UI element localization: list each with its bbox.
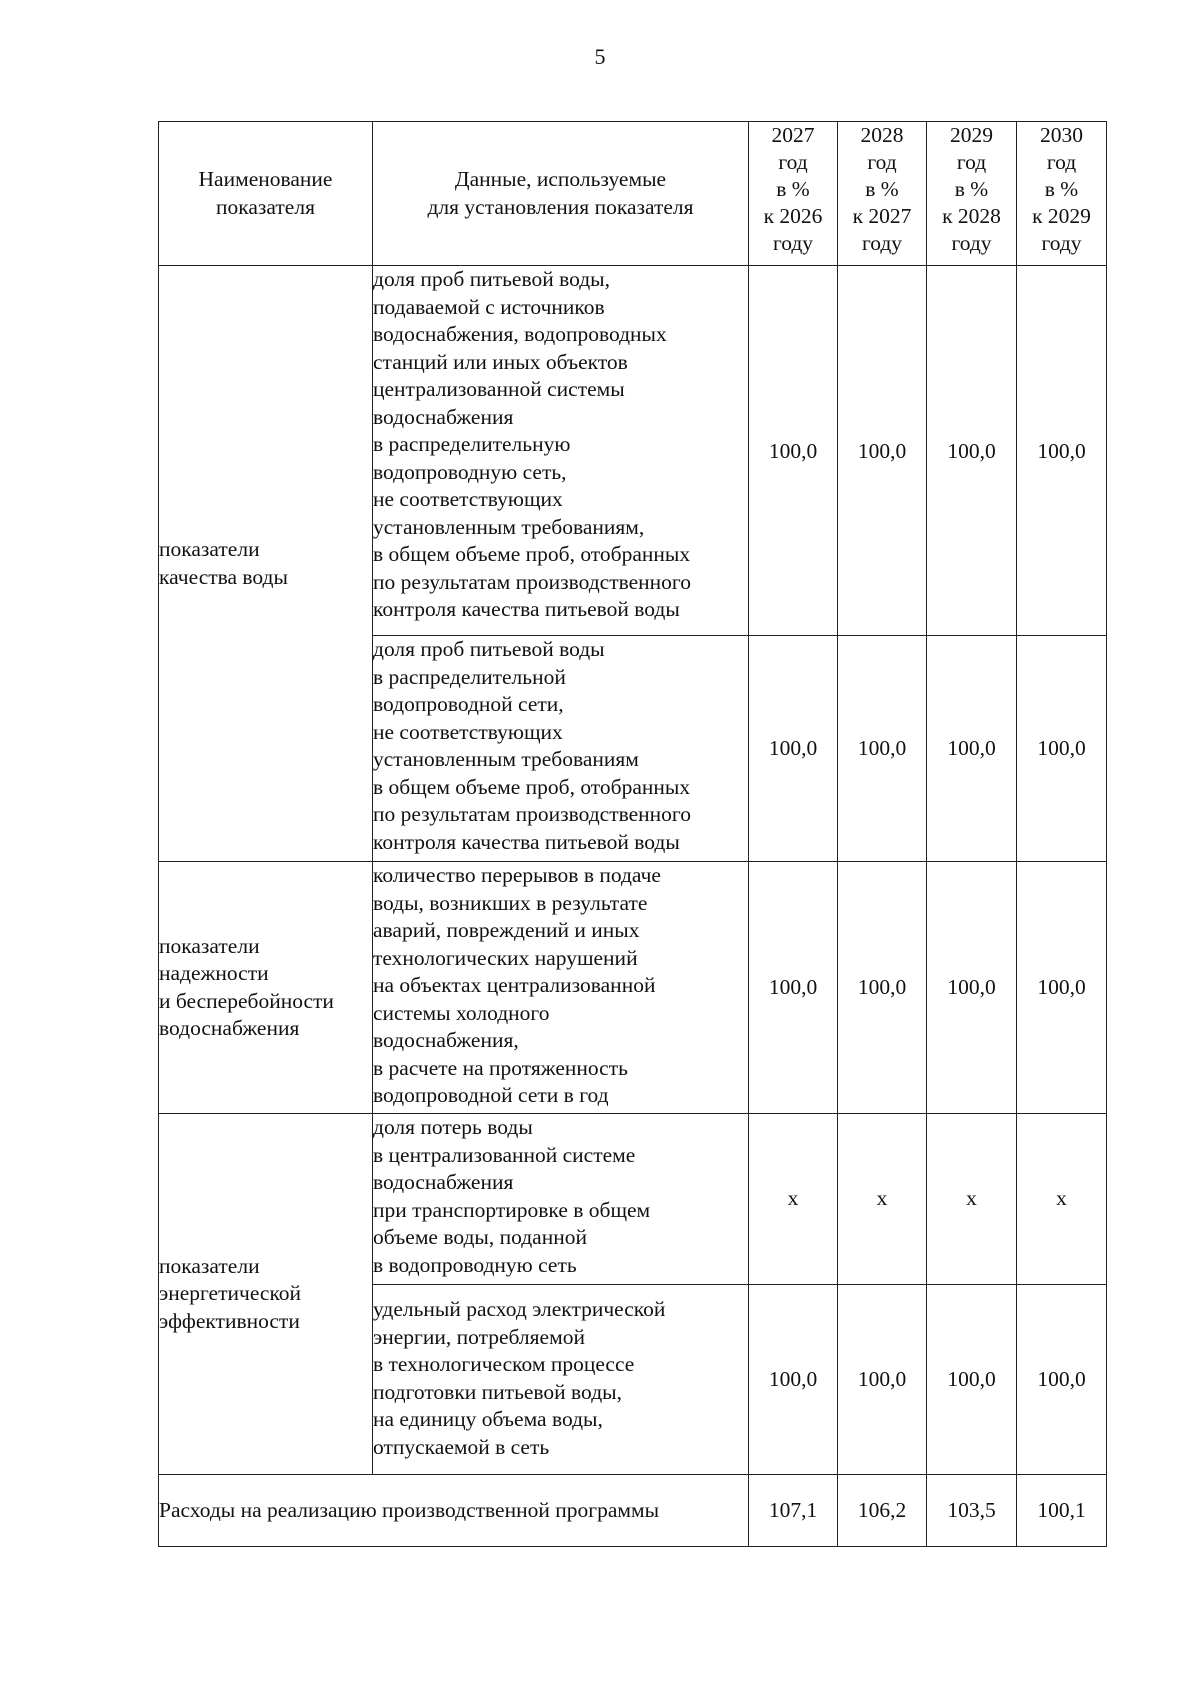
value-2028: 100,0: [838, 1285, 927, 1475]
indicators-table: [158, 121, 1107, 1547]
header-year-2030: [1017, 122, 1107, 266]
category-text-line: и бесперебойности: [159, 988, 334, 1013]
header-text-line: для установления показателя: [427, 194, 694, 219]
description-line: водопроводной сети,: [373, 692, 564, 716]
description-line: контроля качества питьевой воды: [373, 597, 680, 621]
category-text-line: показатели: [159, 1253, 260, 1278]
description-line: удельный расход электрической: [373, 1297, 666, 1321]
description-line: системы холодного: [373, 1000, 550, 1025]
header-text-line: 2029: [950, 123, 993, 147]
header-year-2027: [749, 122, 838, 266]
header-text-line: год: [1046, 150, 1077, 174]
header-indicator-name: [159, 122, 373, 266]
total-value-2028: 106,2: [838, 1475, 927, 1547]
description-line: подаваемой с источников: [373, 294, 605, 319]
description-line: воды, возникших в результате: [373, 890, 648, 915]
header-text-line: году: [1041, 231, 1082, 255]
total-expenses-label: Расходы на реализацию производственной программы: [159, 1475, 749, 1547]
description-line: в технологическом процессе: [373, 1352, 635, 1376]
row-description: [373, 1285, 749, 1475]
description-line: водоснабжения,: [373, 1028, 519, 1052]
header-text-line: в %: [776, 177, 810, 201]
total-value-2029: 103,5: [927, 1475, 1017, 1547]
total-value-2030: 100,1: [1017, 1475, 1107, 1547]
description-line: водопроводной сети в год: [373, 1083, 609, 1107]
header-text-line: году: [772, 231, 814, 255]
value-2030: 100,0: [1017, 1285, 1107, 1475]
value-2030: 100,0: [1017, 862, 1107, 1114]
row-description: [373, 636, 749, 862]
header-text-line: год: [867, 150, 897, 174]
header-text-line: 2030: [1040, 123, 1083, 147]
value-2027: 100,0: [749, 1285, 838, 1475]
category-text-line: показатели: [159, 933, 260, 958]
category-energy-efficiency: [159, 1114, 373, 1475]
value-2027: 100,0: [749, 862, 838, 1114]
description-line: в распределительную: [373, 432, 571, 456]
value-2028: 100,0: [838, 862, 927, 1114]
category-text-line: эффективности: [159, 1308, 300, 1333]
header-text-line: Данные, используемые: [454, 167, 667, 191]
description-line: водоснабжения: [373, 404, 514, 429]
category-text-line: энергетической: [159, 1281, 302, 1306]
description-line: при транспортировке в общем: [373, 1197, 651, 1222]
row-description: [373, 266, 749, 636]
category-text-line: показатели: [159, 537, 260, 561]
row-description: [373, 862, 749, 1114]
description-line: объеме воды, поданной: [373, 1225, 587, 1249]
value-2027: 100,0: [749, 266, 838, 636]
value-2030: х: [1017, 1114, 1107, 1285]
description-line: технологических нарушений: [373, 945, 638, 970]
header-text-line: году: [861, 231, 903, 255]
value-2027: х: [749, 1114, 838, 1285]
value-2028: х: [838, 1114, 927, 1285]
total-value-2027: 107,1: [749, 1475, 838, 1547]
header-text-line: год: [956, 150, 987, 174]
description-line: доля проб питьевой воды: [373, 637, 605, 661]
value-2030: 100,0: [1017, 636, 1107, 862]
description-line: доля потерь воды: [373, 1115, 533, 1139]
header-text-line: в %: [1044, 177, 1079, 201]
description-line: в распределительной: [373, 664, 566, 689]
description-line: станций или иных объектов: [373, 349, 628, 374]
page-number: 5: [594, 44, 606, 69]
description-line: аварий, повреждений и иных: [373, 918, 640, 942]
description-line: не соответствующих: [373, 719, 563, 744]
value-2029: 100,0: [927, 1285, 1017, 1475]
header-text-line: в %: [954, 177, 989, 201]
description-line: в общем объеме проб, отобранных: [373, 542, 691, 566]
table-row: [159, 266, 1107, 636]
header-year-2029: [927, 122, 1017, 266]
description-line: количество перерывов в подаче: [373, 863, 661, 887]
header-text-line: в %: [865, 177, 899, 201]
header-text-line: к 2026: [763, 204, 823, 228]
header-text-line: году: [951, 231, 992, 255]
table-row: [159, 862, 1107, 1114]
value-2030: 100,0: [1017, 266, 1107, 636]
header-data-used: [373, 122, 749, 266]
category-reliability: [159, 862, 373, 1114]
category-text-line: водоснабжения: [159, 1016, 300, 1040]
category-text-line: надежности: [159, 961, 269, 985]
description-line: не соответствующих: [373, 487, 563, 511]
description-line: установленным требованиям: [373, 747, 639, 771]
value-2027: 100,0: [749, 636, 838, 862]
header-text-line: к 2028: [942, 204, 1001, 228]
header-text-line: год: [778, 150, 808, 174]
description-line: по результатам производственного: [373, 802, 691, 826]
description-line: отпускаемой в сеть: [373, 1434, 550, 1459]
description-line: подготовки питьевой воды,: [373, 1379, 622, 1404]
table-row-total: [159, 1475, 1107, 1547]
description-line: водопроводную сеть,: [373, 459, 567, 484]
description-line: доля проб питьевой воды,: [373, 267, 611, 291]
description-line: на единицу объема воды,: [373, 1407, 603, 1431]
row-description: [373, 1114, 749, 1285]
header-text-line: 2028: [860, 123, 904, 147]
category-text-line: качества воды: [159, 564, 288, 589]
category-water-quality: [159, 266, 373, 862]
header-text-line: 2027: [771, 123, 815, 147]
description-line: в расчете на протяженность: [373, 1055, 628, 1080]
description-line: водоснабжения, водопроводных: [373, 322, 667, 346]
value-2029: х: [927, 1114, 1017, 1285]
header-text-line: к 2027: [852, 204, 912, 228]
header-text-line: Наименование: [198, 167, 333, 191]
description-line: в общем объеме проб, отобранных: [373, 774, 691, 799]
table-header-row: [159, 122, 1107, 266]
header-text-line: показателя: [216, 194, 315, 219]
description-line: энергии, потребляемой: [373, 1324, 585, 1349]
description-line: на объектах централизованной: [373, 973, 656, 997]
header-year-2028: [838, 122, 927, 266]
description-line: по результатам производственного: [373, 569, 691, 594]
value-2029: 100,0: [927, 862, 1017, 1114]
table-row: [159, 1114, 1107, 1285]
value-2028: 100,0: [838, 266, 927, 636]
description-line: централизованной системы: [373, 377, 625, 401]
description-line: в водопроводную сеть: [373, 1252, 577, 1277]
description-line: контроля качества питьевой воды: [373, 829, 680, 854]
header-text-line: к 2029: [1032, 204, 1091, 228]
description-line: водоснабжения: [373, 1170, 514, 1194]
description-line: установленным требованиям,: [373, 514, 645, 539]
value-2029: 100,0: [927, 266, 1017, 636]
description-line: в централизованной системе: [373, 1142, 636, 1167]
value-2029: 100,0: [927, 636, 1017, 862]
value-2028: 100,0: [838, 636, 927, 862]
